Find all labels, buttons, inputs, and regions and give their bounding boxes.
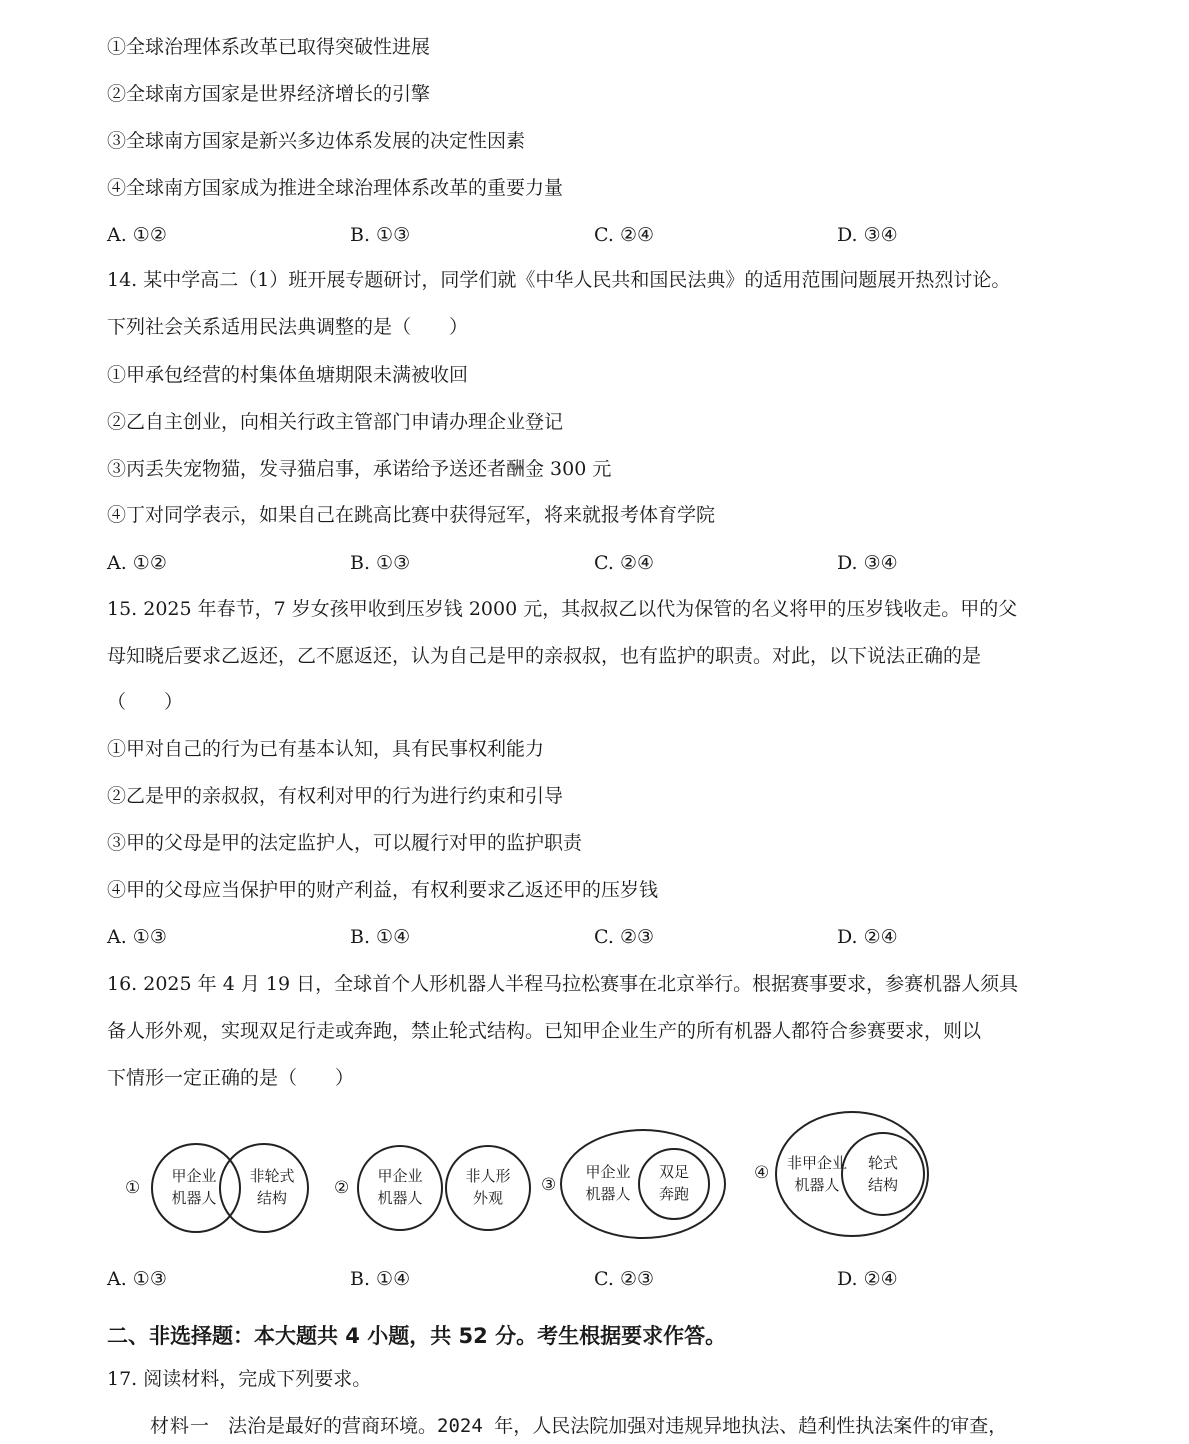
diagram-2-left-label-1: 甲企业 xyxy=(377,1167,423,1185)
q16-option-a: A. ①③ xyxy=(107,1268,167,1290)
q14-stem-line-2: 下列社会关系适用民法典调整的是（ ） xyxy=(107,316,469,338)
q15-statement-4: ④甲的父母应当保护甲的财产利益，有权利要求乙返还甲的压岁钱 xyxy=(107,879,659,901)
q14-statement-1: ①甲承包经营的村集体鱼塘期限未满被收回 xyxy=(107,364,469,386)
diagram-3-outer-label-1: 甲企业 xyxy=(585,1163,631,1181)
q13-statement-2: ②全球南方国家是世界经济增长的引擎 xyxy=(107,83,431,105)
diagram-3-outer-label-2: 机器人 xyxy=(585,1185,631,1203)
venn-diagram-4 xyxy=(754,1112,928,1236)
q13-option-c: C. ②④ xyxy=(594,224,655,246)
q16-option-d: D. ②④ xyxy=(837,1268,898,1290)
q14-statement-4: ④丁对同学表示，如果自己在跳高比赛中获得冠军，将来就报考体育学院 xyxy=(107,504,716,526)
q17-material-text: 法治是最好的营商环境。2024 年，人民法院加强对违规异地执法、趋利性执法案件的审查， xyxy=(228,1415,1008,1437)
diagram-1-left-circle xyxy=(152,1144,240,1232)
q13-option-a: A. ①② xyxy=(107,224,167,246)
q15-stem-line-1: 15. 2025 年春节，7 岁女孩甲收到压岁钱 2000 元，其叔叔乙以代为保管的名义将甲的压岁钱收走。甲的父 xyxy=(107,598,1018,620)
diagram-3-inner-label-2: 奔跑 xyxy=(658,1185,690,1203)
diagram-1-number: ① xyxy=(125,1178,141,1198)
diagram-2-right-circle xyxy=(446,1146,530,1230)
q13-statement-4: ④全球南方国家成为推进全球治理体系改革的重要力量 xyxy=(107,177,564,199)
q14-option-d: D. ③④ xyxy=(837,552,898,574)
q15-stem-line-2: 母知晓后要求乙返还，乙不愿返还，认为自己是甲的亲叔叔，也有监护的职责。对此，以下说法正确的是 xyxy=(107,645,982,667)
diagram-4-number: ④ xyxy=(754,1163,770,1183)
q17-stem: 17. 阅读材料，完成下列要求。 xyxy=(107,1368,372,1390)
q14-stem-line-1: 14. 某中学高二（1）班开展专题研讨，同学们就《中华人民共和国民法典》的适用范围问题展开热烈讨论。 xyxy=(107,269,1011,291)
q13-statement-1: ①全球治理体系改革已取得突破性进展 xyxy=(107,36,431,58)
diagram-1-left-label-2: 机器人 xyxy=(171,1189,217,1207)
diagram-1-left-label-1: 甲企业 xyxy=(171,1167,217,1185)
q15-option-c: C. ②③ xyxy=(594,926,655,948)
diagram-3-outer-ellipse xyxy=(561,1130,725,1238)
q13-statement-3: ③全球南方国家是新兴多边体系发展的决定性因素 xyxy=(107,130,526,152)
q16-venn-diagrams xyxy=(125,1106,935,1246)
q16-option-b: B. ①④ xyxy=(350,1268,411,1290)
venn-diagram-2 xyxy=(334,1146,530,1230)
q16-stem-line-1: 16. 2025 年 4 月 19 日，全球首个人形机器人半程马拉松赛事在北京举行。根据赛事要求，参赛机器人须具 xyxy=(107,973,1019,995)
diagram-3-inner-label-1: 双足 xyxy=(658,1163,690,1181)
diagram-2-number: ② xyxy=(334,1178,350,1198)
diagram-1-right-circle xyxy=(220,1144,308,1232)
diagram-1-right-label-1: 非轮式 xyxy=(249,1167,295,1185)
venn-diagram-1 xyxy=(125,1144,308,1232)
q16-option-c: C. ②③ xyxy=(594,1268,655,1290)
q16-stem-line-3: 下情形一定正确的是（ ） xyxy=(107,1067,355,1089)
diagram-2-right-label-1: 非人形 xyxy=(465,1167,511,1185)
venn-diagram-3 xyxy=(541,1130,725,1238)
diagram-4-inner-label-2: 结构 xyxy=(867,1176,899,1194)
diagram-2-left-label-2: 机器人 xyxy=(377,1189,423,1207)
q14-option-a: A. ①② xyxy=(107,552,167,574)
q15-stem-line-3: （ ） xyxy=(107,691,184,713)
q15-statement-2: ②乙是甲的亲叔叔，有权利对甲的行为进行约束和引导 xyxy=(107,785,564,807)
q14-statement-2: ②乙自主创业，向相关行政主管部门申请办理企业登记 xyxy=(107,411,564,433)
q15-statement-3: ③甲的父母是甲的法定监护人，可以履行对甲的监护职责 xyxy=(107,832,583,854)
diagram-4-outer-label-2: 机器人 xyxy=(794,1176,840,1194)
diagram-4-inner-circle xyxy=(842,1133,924,1215)
diagram-3-inner-circle xyxy=(639,1149,709,1219)
diagram-1-right-label-2: 结构 xyxy=(256,1189,288,1207)
q17-material-1 xyxy=(150,1414,1007,1438)
diagram-2-right-label-2: 外观 xyxy=(472,1189,504,1207)
q15-option-a: A. ①③ xyxy=(107,926,167,948)
diagram-2-left-circle xyxy=(358,1146,442,1230)
diagram-4-outer-ellipse xyxy=(776,1112,928,1236)
q13-option-b: B. ①③ xyxy=(350,224,411,246)
q14-statement-3: ③丙丢失宠物猫，发寻猫启事，承诺给予送还者酬金 300 元 xyxy=(107,458,612,480)
q15-statement-1: ①甲对自己的行为已有基本认知，具有民事权利能力 xyxy=(107,738,545,760)
q15-option-d: D. ②④ xyxy=(837,926,898,948)
q13-option-d: D. ③④ xyxy=(837,224,898,246)
diagram-3-number: ③ xyxy=(541,1175,557,1195)
section-2-heading: 二、非选择题：本大题共 4 小题，共 52 分。考生根据要求作答。 xyxy=(107,1324,727,1348)
diagram-4-inner-label-1: 轮式 xyxy=(867,1154,899,1172)
q17-material-label: 材料一 xyxy=(150,1415,211,1437)
q14-option-b: B. ①③ xyxy=(350,552,411,574)
diagram-4-outer-label-1: 非甲企业 xyxy=(786,1154,848,1172)
q16-stem-line-2: 备人形外观，实现双足行走或奔跑，禁止轮式结构。已知甲企业生产的所有机器人都符合参赛要求，则以 xyxy=(107,1020,982,1042)
q14-option-c: C. ②④ xyxy=(594,552,655,574)
q15-option-b: B. ①④ xyxy=(350,926,411,948)
